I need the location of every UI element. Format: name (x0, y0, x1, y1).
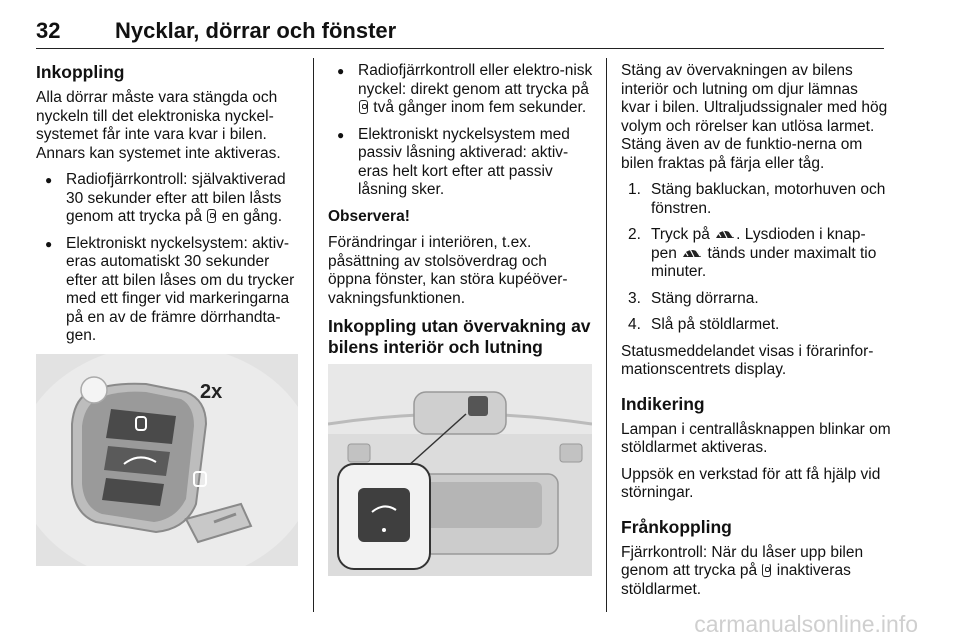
step-text: Stäng dörrarna. (651, 289, 759, 307)
interior-sensor-figure (328, 364, 592, 576)
list-item (621, 316, 891, 335)
bullet-text-end: en gång. (217, 208, 283, 225)
intro-paragraph: Alla dörrar måste vara stängda och nyckeln till det elektroniska nyckel-systemet får inte vara kvar i bilen. Annars kan systemet inte aktiveras. (36, 89, 281, 162)
status-paragraph: Statusmeddelandet visas i förarinfor-mationscentrets display. (621, 342, 874, 378)
frankoppling-text: Fjärrkontroll: När du låser upp bilen genom att trycka på (621, 543, 864, 579)
step-number: 4. (628, 316, 641, 333)
step-text: Slå på stöldlarmet. (651, 316, 780, 333)
watermark: carmanualsonline.info (694, 611, 918, 637)
column-divider-1 (313, 58, 314, 612)
column-divider-2 (606, 58, 607, 612)
list-item (621, 226, 891, 282)
note-title: Observera! (328, 207, 410, 225)
step-text-middle: . Lysdioden i knap-pen (651, 226, 866, 262)
list-item (328, 126, 594, 200)
indikering-paragraph-2: Uppsök en verkstad för att få hjälp vid störningar. (621, 465, 881, 501)
bullet-list (36, 171, 300, 346)
section-heading-frankoppling: Frånkoppling (621, 516, 732, 537)
header-rule (36, 48, 884, 49)
frankoppling-text-end: inaktiveras stöldlarmet. (621, 562, 851, 598)
bullet-list (328, 62, 594, 200)
car-alarm-icon (714, 229, 736, 241)
lock-icon (359, 100, 368, 114)
section-heading-inkoppling: Inkoppling (36, 62, 125, 82)
step-number: 1. (628, 181, 641, 198)
note-text: Förändringar i interiören, t.ex. påsättning av stolsöverdrag och öppna fönster, kan störa kupéöver-vakningsfunktionen. (328, 234, 568, 307)
bullet-text-end: två gånger inom fem sekunder. (369, 99, 587, 116)
step-text-end: tänds under maximalt tio minuter. (651, 244, 877, 280)
step-number: 2. (628, 226, 641, 243)
bullet-text: Radiofjärrkontroll eller elektro-nisk nyckel: direkt genom att trycka på (358, 62, 593, 98)
column-3 (621, 62, 891, 607)
section-heading-indikering: Indikering (621, 393, 705, 414)
key-fob-figure (36, 354, 298, 566)
bullet-text: Elektroniskt nyckelsystem: aktiv-eras automatiskt 30 sekunder efter att bilen låses om du trycker med ett finger vid markeringarna på en av de främre dörrhandta-gen. (66, 234, 295, 344)
column-2 (328, 62, 594, 576)
numbered-steps (621, 181, 891, 335)
step-text: Stäng bakluckan, motorhuven och fönstren. (651, 181, 886, 217)
bullet-text: Elektroniskt nyckelsystem med passiv låsning aktiverad: aktiv-eras helt kort efter att passiv låsning sker. (358, 125, 570, 198)
column-1 (36, 62, 300, 566)
indikering-paragraph-1: Lampan i centrallåsknappen blinkar om stöldlarmet aktiveras. (621, 420, 891, 456)
intro-paragraph: Stäng av övervakningen av bilens interiör och lutning om djur lämnas kvar i bilen. Ultraljudssignaler med hög volym och rörelser kan utlösa larmet. Stäng även av de funktio-nerna om bilen fraktas på färja eller tåg. (621, 62, 888, 172)
list-item (36, 171, 300, 227)
list-item (621, 290, 891, 309)
frankoppling-paragraph (621, 544, 891, 600)
list-item (36, 235, 300, 346)
list-item (328, 62, 594, 118)
car-alarm-icon (681, 248, 703, 260)
page-number: 32 (36, 18, 61, 43)
step-text: Tryck på (651, 226, 715, 243)
lock-icon (207, 209, 216, 223)
section-heading-no-monitoring: Inkoppling utan övervakning av bilens interiör och lutning (328, 316, 591, 357)
unlock-icon (762, 563, 771, 577)
page-header-title: Nycklar, dörrar och fönster (115, 18, 397, 43)
bullet-text: Radiofjärrkontroll: självaktiverad 30 sekunder efter att bilen låsts genom att trycka på (66, 171, 286, 225)
list-item (621, 181, 891, 218)
step-number: 3. (628, 289, 641, 307)
figure-label: 2x (200, 380, 223, 403)
